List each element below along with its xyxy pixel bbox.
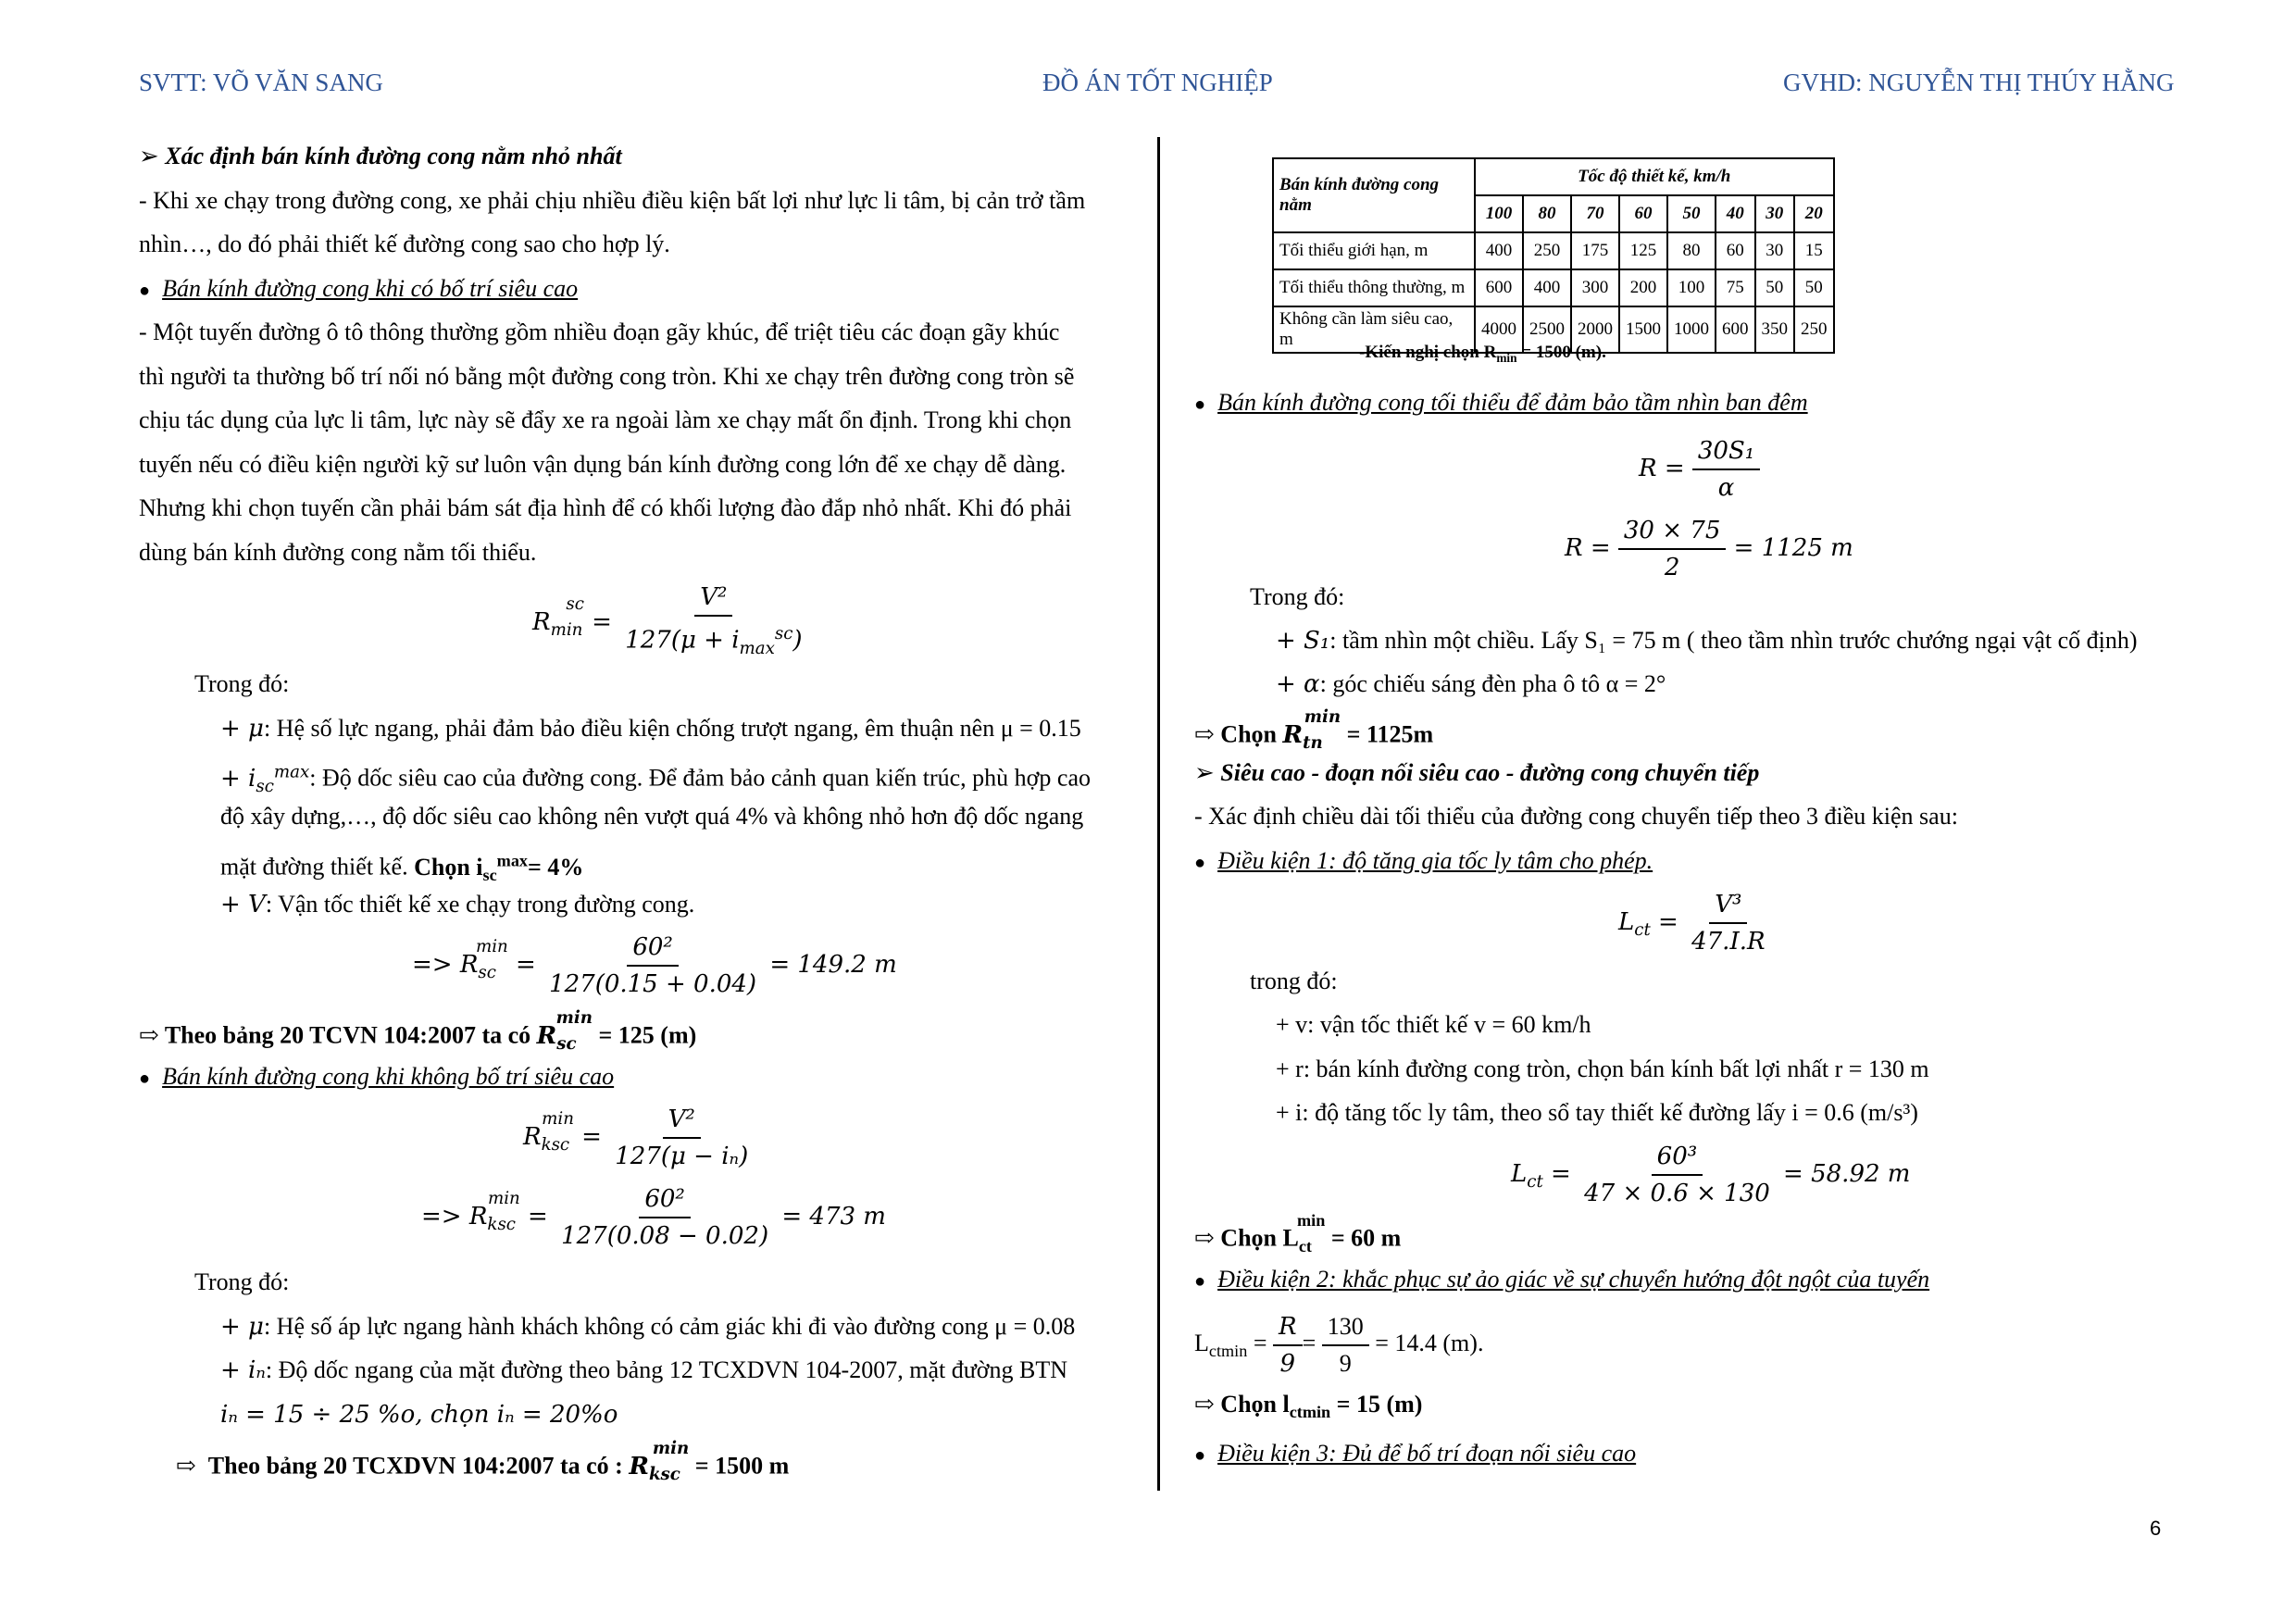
speed-cell: 40 xyxy=(1716,195,1755,232)
result-rtn: ⇨ Chọn $R_{tn}^{min} = 1125m$ xyxy=(1194,707,1434,753)
table-cell: 4000 xyxy=(1475,306,1523,353)
arrow-right-icon: ⇨ xyxy=(1194,1224,1215,1252)
condition-2: ● Điều kiện 2: khắc phục sự ảo giác về sự chuyển hướng đột ngột của tuyến xyxy=(1194,1266,1930,1293)
table-cell: 50 xyxy=(1755,269,1795,306)
where-label: trong đó: xyxy=(1250,968,1338,994)
speed-cell: 30 xyxy=(1755,195,1795,232)
condition-3: ● Điều kiện 3: Đủ để bố trí đoạn nối siêu cao xyxy=(1194,1440,1637,1467)
table-cell: 600 xyxy=(1716,306,1755,353)
formula-rksc-min: $R_{ksc}^{min}$ = $\frac{\text{V²}}{\text{127(μ − iₙ)}}$ xyxy=(523,1106,749,1170)
heading-superelevation: ➢ Siêu cao - đoạn nối siêu cao - đường cong chuyển tiếp xyxy=(1194,759,1760,786)
table-note: -Kiến nghị chọn $R_{min} = 1500$ (m). xyxy=(1359,343,1606,365)
mu-definition: + μ: Hệ số lực ngang, phải đảm bảo điều kiện chống trượt ngang, êm thuận nên μ = 0.15 xyxy=(220,715,1081,743)
bullet-icon: ● xyxy=(1194,853,1206,873)
formula-lct-calc: $L_{ct}$ = $\frac{\text{60³}}{47 \times 0.6 \times 130}$ = 58.92 m xyxy=(1511,1143,1911,1207)
isc-definition: + $i_{sc}^{max}$: Độ dốc siêu cao của đường cong. Để đảm bảo cảnh quan kiến trúc, phù hợp cao xyxy=(220,762,1091,796)
in-choice: iₙ = 15 ÷ 25 %o, chọn iₙ = 20%o xyxy=(220,1401,618,1429)
table-row xyxy=(1273,269,1834,306)
formula-night-calc: R = $\frac{30 \times 75}{2}$ = 1125 m xyxy=(1565,517,1853,581)
arrow-bullet-icon: ➢ xyxy=(139,143,159,169)
arrow-right-icon: ⇨ xyxy=(139,1021,159,1049)
arrow-right-icon: ⇨ xyxy=(1194,720,1215,748)
result-rsc: ⇨ Theo bảng 20 TCVN 104:2007 ta có $R_{sc}^{min} = 125$ (m) xyxy=(139,1008,697,1054)
speed-cell: 20 xyxy=(1794,195,1834,232)
arrow-bullet-icon: ➢ xyxy=(1194,759,1215,786)
where-label: Trong đó: xyxy=(194,1268,290,1295)
table-header-label: Bán kính đường cong nằm xyxy=(1273,158,1475,232)
heading-min-radius: ➢ Xác định bán kính đường cong nằm nhỏ nhất xyxy=(139,143,622,169)
table-cell: 400 xyxy=(1523,269,1571,306)
paragraph-line: - Khi xe chạy trong đường cong, xe phải chịu nhiều điều kiện bất lợi như lực li tâm, bị cản trở tầm xyxy=(139,187,1086,214)
header-title: ĐỒ ÁN TỐT NGHIỆP xyxy=(1042,69,1273,96)
table-cell: 2000 xyxy=(1571,306,1619,353)
table-row xyxy=(1273,232,1834,269)
table-cell: 1500 xyxy=(1619,306,1667,353)
speed-cell: 80 xyxy=(1523,195,1571,232)
table-cell: 200 xyxy=(1619,269,1667,306)
table-cell: 75 xyxy=(1716,269,1755,306)
result-lctmin: ⇨ Chọn $l_{ctmin} = 15$ (m) xyxy=(1194,1391,1423,1422)
table-cell: 250 xyxy=(1523,232,1571,269)
in-definition: + iₙ: Độ dốc ngang của mặt đường theo bảng 12 TCXDVN 104-2007, mặt đường BTN xyxy=(220,1356,1068,1384)
result-rksc: ⇨ Theo bảng 20 TCXDVN 104:2007 ta có : $R_{ksc}^{min} = 1500$ m xyxy=(176,1439,790,1484)
row-label: Không cần làm siêu cao, m xyxy=(1273,306,1475,353)
table-cell: 60 xyxy=(1716,232,1755,269)
table-cell: 80 xyxy=(1667,232,1716,269)
paragraph-line: dùng bán kính đường cong nằm tối thiểu. xyxy=(139,539,537,566)
table-cell: 125 xyxy=(1619,232,1667,269)
row-label: Tối thiểu giới hạn, m xyxy=(1273,232,1475,269)
paragraph-line: - Xác định chiều dài tối thiểu của đường cong chuyển tiếp theo 3 điều kiện sau: xyxy=(1194,803,1958,830)
bullet-icon: ● xyxy=(139,281,151,301)
paragraph-line: chịu tác dụng của lực li tâm, lực này sẽ đẩy xe ra ngoài làm xe chạy mất ổn định. Trong khi chọn xyxy=(139,406,1072,433)
table-cell: 300 xyxy=(1571,269,1619,306)
table-cell: 400 xyxy=(1475,232,1523,269)
speed-cell: 50 xyxy=(1667,195,1716,232)
table-cell: 250 xyxy=(1794,306,1834,353)
mu2-definition: + μ: Hệ số áp lực ngang hành khách không có cảm giác khi đi vào đường cong μ = 0.08 xyxy=(220,1313,1076,1341)
formula-lct: $L_{ct}$ = $\frac{\text{V³}}{47.I.R}$ xyxy=(1618,891,1766,956)
subheading-night-sight: ● Bán kính đường cong tối thiểu để đảm bảo tầm nhìn ban đêm xyxy=(1194,389,1808,416)
i-definition: + i: độ tăng tốc ly tâm, theo sổ tay thiết kế đường lấy i = 0.6 (m/s³) xyxy=(1276,1099,1918,1126)
table-cell: 15 xyxy=(1794,232,1834,269)
r-definition: + r: bán kính đường cong tròn, chọn bán kính bất lợi nhất r = 130 m xyxy=(1276,1056,1929,1082)
row-label: Tối thiểu thông thường, m xyxy=(1273,269,1475,306)
alpha-definition: + α: góc chiếu sáng đèn pha ô tô α = 2° xyxy=(1276,670,1666,698)
table-speed-title: Tốc độ thiết kế, km/h xyxy=(1475,158,1834,195)
where-label: Trong đó: xyxy=(194,670,290,697)
paragraph-line: - Một tuyến đường ô tô thông thường gồm nhiều đoạn gãy khúc, để triệt tiêu các đoạn gãy khúc xyxy=(139,319,1060,345)
subheading-no-superelevation: ● Bán kính đường cong khi không bố trí siêu cao xyxy=(139,1063,615,1090)
paragraph-line: thì người ta thường bố trí nối nó bằng một đường cong tròn. Khi xe chạy trên đường cong tròn sẽ xyxy=(139,363,1075,390)
formula-rsc-calc: => $R_{sc}^{min}$ = $\frac{\text{60²}}{127(0.15 + 0.04)}$ = 149.2 m xyxy=(412,933,897,998)
speed-cell: 100 xyxy=(1475,195,1523,232)
table-cell: 2500 xyxy=(1523,306,1571,353)
formula-lctmin: $L_{ctmin}$ = $\frac{R}{9}$ = $\frac{130}{9}$ = 14.4 (m). xyxy=(1194,1313,1484,1378)
paragraph-line: nhìn…, do đó phải thiết kế đường cong sao cho hợp lý. xyxy=(139,231,670,257)
table-cell: 600 xyxy=(1475,269,1523,306)
v-definition: + V: Vận tốc thiết kế xe chạy trong đường cong. xyxy=(220,891,695,918)
formula-night-radius: R = $\frac{\text{30S₁}}{\alpha}$ xyxy=(1639,435,1760,504)
formula-rksc-calc: => $R_{ksc}^{min}$ = $\frac{\text{60²}}{127(0.08 - 0.02)}$ = 473 m xyxy=(421,1185,886,1250)
speed-cell: 70 xyxy=(1571,195,1619,232)
table-cell: 100 xyxy=(1667,269,1716,306)
header-student: SVTT: VÕ VĂN SANG xyxy=(139,69,383,96)
table-cell: 50 xyxy=(1794,269,1834,306)
arrow-right-icon: ⇨ xyxy=(1194,1391,1215,1418)
v-definition: + v: vận tốc thiết kế v = 60 km/h xyxy=(1276,1011,1591,1038)
table-cell: 175 xyxy=(1571,232,1619,269)
subheading-superelevation: ● Bán kính đường cong khi có bố trí siêu cao xyxy=(139,275,579,302)
table-cell: 30 xyxy=(1755,232,1795,269)
formula-rsc-min: $R_{min}^{sc}$ = $\frac{\text{V²}}{127(\mu + i_{max}^{sc})}$ xyxy=(532,583,803,658)
bullet-icon: ● xyxy=(1194,394,1206,415)
arrow-right-icon: ⇨ xyxy=(176,1452,196,1480)
speed-cell: 60 xyxy=(1619,195,1667,232)
condition-1: ● Điều kiện 1: độ tăng gia tốc ly tâm cho phép. xyxy=(1194,847,1653,874)
paragraph-line: Nhưng khi chọn tuyến cần phải bám sát địa hình để có khối lượng đào đắp nhỏ nhất. Khi đó phải xyxy=(139,494,1072,521)
isc-choice: mặt đường thiết kế. Chọn $i_{sc}^{max}= 4\%$ xyxy=(220,851,584,884)
table-cell: 1000 xyxy=(1667,306,1716,353)
result-lct: ⇨ Chọn $L_{ct}^{min} = 60$ m xyxy=(1194,1211,1402,1255)
where-label: Trong đó: xyxy=(1250,583,1345,610)
paragraph-line: tuyến nếu có điều kiện người kỹ sư luôn vận dụng bán kính đường cong lớn để xe chạy dễ dàng. xyxy=(139,451,1067,478)
bullet-icon: ● xyxy=(1194,1271,1206,1292)
table-cell: 350 xyxy=(1755,306,1795,353)
column-divider xyxy=(1157,137,1160,1491)
s1-definition: + S₁: tầm nhìn một chiều. Lấy S₁ = 75 m ( theo tầm nhìn trước chướng ngại vật cố định) xyxy=(1276,627,2138,655)
radius-table xyxy=(1272,157,1835,354)
bullet-icon: ● xyxy=(139,1068,151,1089)
paragraph-line: độ xây dựng,…, độ dốc siêu cao không nên vượt quá 4% và không nhỏ hơn độ dốc ngang xyxy=(220,803,1084,830)
header-advisor: GVHD: NGUYỄN THỊ THÚY HẰNG xyxy=(1783,69,2175,96)
bullet-icon: ● xyxy=(1194,1445,1206,1466)
page-number: 6 xyxy=(2150,1517,2162,1540)
